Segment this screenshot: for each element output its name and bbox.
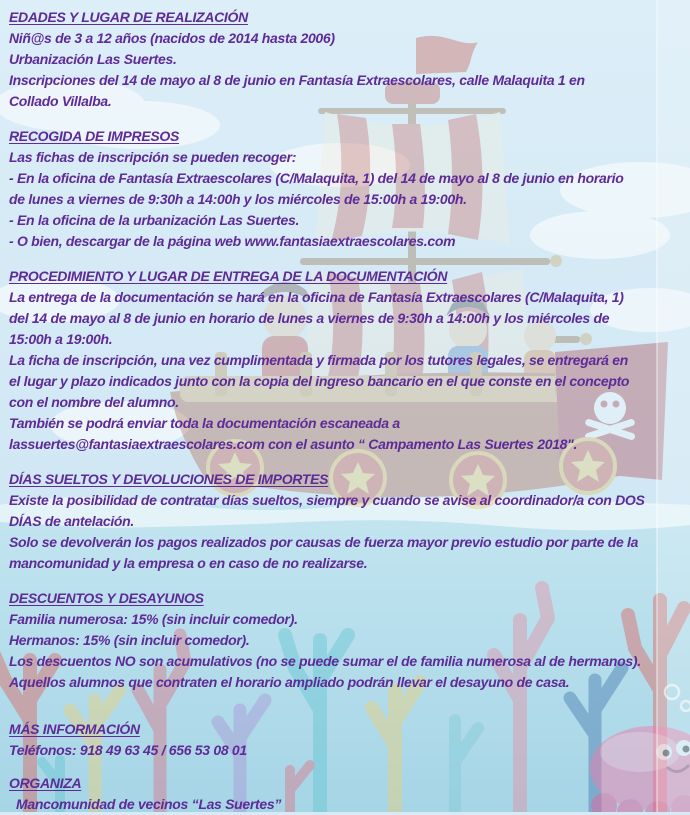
- section-mas-informacion: [9, 719, 690, 761]
- section-organiza: [9, 773, 690, 815]
- text-line: 15:00h a 19:00h.: [9, 331, 113, 347]
- text-line: Niñ@s de 3 a 12 años (nacidos de 2014 hasta 2006): [9, 30, 335, 46]
- text-line: del 14 de mayo al 8 de junio en horario de lunes a viernes de 9:30h a 14:00h y los miércoles de: [9, 310, 610, 326]
- section-heading: MÁS INFORMACIÓN: [9, 721, 140, 737]
- section-recogida-impresos: [9, 126, 690, 252]
- section-heading: DESCUENTOS Y DESAYUNOS: [9, 590, 204, 606]
- text-line: - En la oficina de Fantasía Extraescolares (C/Malaquita, 1) del 14 de mayo al 8 de junio en horario: [9, 170, 624, 186]
- flyer-text: [9, 7, 690, 815]
- section-heading: DÍAS SUELTOS Y DEVOLUCIONES DE IMPORTES: [9, 471, 329, 487]
- text-line: La ficha de inscripción, una vez cumplimentada y firmada por los tutores legales, se entregará en: [9, 352, 628, 368]
- section-heading: RECOGIDA DE IMPRESOS: [9, 128, 180, 144]
- section-heading: EDADES Y LUGAR DE REALIZACIÓN: [9, 9, 248, 25]
- text-line: Aquellos alumnos que contraten el horario ampliado podrán llevar el desayuno de casa.: [9, 674, 570, 690]
- section-heading: ORGANIZA: [9, 775, 82, 791]
- text-line: Familia numerosa: 15% (sin incluir comedor).: [9, 611, 298, 627]
- text-line: - En la oficina de la urbanización Las Suertes.: [9, 212, 300, 228]
- section-heading: PROCEDIMIENTO Y LUGAR DE ENTREGA DE LA DOCUMENTACIÓN: [9, 268, 448, 284]
- section-descuentos-desayunos: [9, 588, 690, 693]
- text-line: La entrega de la documentación se hará en la oficina de Fantasía Extraescolares (C/Malaquita, 1): [9, 289, 624, 305]
- text-line: Solo se devolverán los pagos realizados por causas de fuerza mayor previo estudio por parte de la: [9, 534, 639, 550]
- text-line: DÍAS de antelación.: [9, 513, 134, 529]
- text-line: Urbanización Las Suertes.: [9, 51, 177, 67]
- text-line: Inscripciones del 14 de mayo al 8 de junio en Fantasía Extraescolares, calle Malaquita 1 en: [9, 72, 585, 88]
- text-line: Existe la posibilidad de contratar días sueltos, siempre y cuando se avise al coordinador/a con DOS: [9, 492, 645, 508]
- section-edades-y-lugar: [9, 7, 690, 112]
- text-line: Las fichas de inscripción se pueden recoger:: [9, 149, 297, 165]
- text-line: Hermanos: 15% (sin incluir comedor).: [9, 632, 250, 648]
- text-line phone-numbers: Teléfonos: 918 49 63 45 / 656 53 08 01: [9, 742, 247, 758]
- text-line: el lugar y plazo indicados junto con la copia del ingreso bancario en el que conste en el concepto: [9, 373, 630, 389]
- text-line website-url: - O bien, descargar de la página web www.fantasiaextraescolares.com: [9, 233, 456, 249]
- text-line: Los descuentos NO son acumulativos (no se puede sumar el de familia numerosa al de hermanos).: [9, 653, 641, 669]
- text-line: También se podrá enviar toda la documentación escaneada a: [9, 415, 400, 431]
- text-line: mancomunidad y la empresa o en caso de no realizarse.: [9, 555, 368, 571]
- text-line email-address: lassuertes@fantasiaextraescolares.com con el asunto “ Campamento Las Suertes 2018".: [9, 436, 578, 452]
- section-dias-sueltos-devoluciones: [9, 469, 690, 574]
- text-line: Collado Villalba.: [9, 93, 112, 109]
- text-line: con el nombre del alumno.: [9, 394, 179, 410]
- section-procedimiento-entrega: [9, 266, 690, 455]
- text-line organizer-name: Mancomunidad de vecinos “Las Suertes”: [16, 796, 282, 812]
- text-line: de lunes a viernes de 9:30h a 14:00h y los miércoles de 15:00h a 19:00h.: [9, 191, 467, 207]
